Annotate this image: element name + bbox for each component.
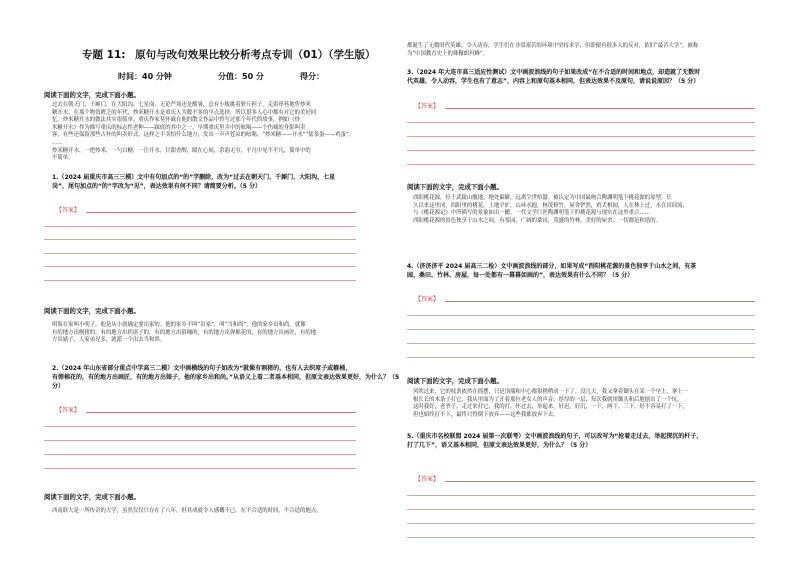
passage-line: 与《桃花源记》中所描写的景象如出一辙，一代文学巨匠陶渊明笔下的桃花源与现实在这里重合…… [413, 210, 651, 217]
answer-line[interactable] [44, 454, 356, 455]
answer-line[interactable] [445, 301, 755, 302]
answer-tag: 【答案】 [415, 296, 440, 303]
passage-line: 不简单。 [52, 155, 74, 162]
answer-tag: 【答案】 [415, 103, 440, 110]
passage-line: …… [52, 139, 63, 146]
question-line: 岗”，尾句加点的“的”字改为“见”，表达效果有何不同？请简要分析。（5 分） [52, 183, 261, 190]
question-5 [407, 432, 702, 450]
answer-line[interactable] [407, 164, 755, 165]
passage-3 [52, 508, 322, 516]
question-1 [52, 173, 335, 191]
answer-line[interactable] [44, 440, 356, 441]
question-line: 打了几下”，语义基本相同，但原文表达效果更好，为什么？（5 分） [407, 442, 592, 449]
answer-line[interactable] [407, 136, 755, 137]
page-title [82, 47, 376, 62]
answer-line[interactable] [407, 537, 755, 538]
passage-4 [413, 195, 688, 225]
passage-line: 久以来这里闭，酉阳里的桃花，土地平旷，山环水抱，林茂修竹，屋舍俨然，鸡犬相闻，人在林上过，水在田间流， [413, 202, 688, 209]
passage-line: 有的地方出劁猪的，有的地方出织席子的，有的地方出箍桶的，有的地方出弹棉花的，有的地方出画匠，有的地 [52, 329, 317, 336]
answer-line[interactable] [407, 495, 755, 496]
question-line: 5.（重庆市名校联盟 2024 届第一次联考）文中画波浪线的句子，可以改写为“抢着走过去，举起探沉的杆子， [407, 433, 703, 440]
question-line: 有弹棉花的，有的地方出画匠，有的地方出婊子，他的家乡出和尚。”从语义上看二者基本相同，但原文表达效果更好，为什么？（5 [52, 374, 400, 381]
answer-line[interactable] [44, 280, 356, 281]
passage-line: 西阳桃花源的景色独享于山水之间，有茶园，广阔的桑田，茂盛的竹林，美好的屋舍，一切都是和谐的。 [413, 217, 661, 224]
question-line: 代英雄，令人动容，学生也有了意志”，内容上和原句基本相同，但表达效果不及原句，请说说原因？（5 分） [407, 78, 700, 85]
answer-line[interactable] [407, 343, 755, 344]
answer-tag: 【答案】 [56, 207, 81, 214]
passage-line: 忆。炒米糖开水的做法其实很简单。重庆作家莫怀戚在他的散文作品中曾写过那个年代的故事，例如《炒 [52, 117, 300, 124]
section-heading-5: 阅读下面的文字，完成下面小题。 [407, 377, 503, 385]
answer-tag: 【答案】 [56, 407, 81, 414]
passage-5 [413, 389, 688, 419]
passage-line: 方出婊子，人家弟兄多，就派一个出去当和尚。 [52, 337, 166, 344]
question-4 [407, 262, 696, 280]
right-page [397, 0, 794, 561]
section-heading-2: 阅读下面的文字，完成下面小题。 [44, 307, 140, 315]
answer-line[interactable] [407, 357, 755, 358]
section-heading-4: 阅读下面的文字，完成下面小题。 [407, 183, 503, 191]
time-label: 时间：40 分钟 [118, 72, 172, 81]
section-heading-1: 阅读下面的文字，完成下面小题。 [44, 91, 140, 99]
passage-line: 过去在朝天门、千厮门，在大阳沟、七星岗，无论严寒还是酷暑，总有小贩挑着箩斤担子，走街串巷地售炒米 [52, 102, 311, 108]
answer-line[interactable] [44, 266, 356, 267]
passage-line: 都诞生了无数时代英雄，令人动容。学生们在非常艰苦的环境中坚持求学，但即便有很多人的反对，依旧“最苦大学”，被称 [407, 43, 699, 49]
passage-line: 明海在家叫小明子。他是从小就确定要出家的。他的家乡不叫“出家”，叫“当和尚”。他的家乡出和尚。就像 [52, 322, 306, 328]
question-3 [407, 68, 700, 86]
answer-line[interactable] [44, 253, 356, 254]
passage-3-continued [407, 43, 698, 58]
answer-line[interactable] [407, 122, 755, 123]
earned-label: 得分： [300, 72, 324, 81]
answer-line[interactable] [44, 239, 356, 240]
answer-line[interactable] [407, 315, 755, 316]
question-2 [52, 364, 399, 391]
score-label: 分值：50 分 [218, 72, 264, 81]
passage-line: 根长长的木条子打它，我从里面为了开着那位老女人的声音，厚厚的一层，每次我就用锄头和后地刨出了一个坑， [413, 396, 683, 403]
passage-line: 米糖开水》作为描写重庆的标志性老种——踩底的其中之一。早期重庆里弄中的吆喝——个伤痛的身影叫卖 [52, 124, 306, 131]
answer-line[interactable] [44, 468, 356, 469]
passage-line: 这时我好，老爷子，走过来打它，我的打，怀过去，举起来，好迟，好沉，一下，两下，三下，好不容易打了一下， [413, 404, 688, 411]
passage-line: 西南联大是一所传奇的大学，虽然仅仅只存在了八年，但其成就令人感慨不已。在不合适的时间，不合适的地点， [52, 508, 322, 514]
question-line: 4.（济济济平 2024 届高三二检）文中画波浪线的部分，如果写成“酉阳桃花源的景色独享于山水之间，有茶 [407, 263, 697, 270]
answer-line[interactable] [86, 212, 356, 213]
passage-line: 炒米糖开水，一把炒米，一勺白糖，一注开水，甘甜香醇，暖在心间，余韵无穷，平凡中见不平凡，简单中的 [52, 147, 311, 154]
answer-line[interactable] [44, 426, 356, 427]
question-line: 1.（2024 届重庆市高三三模）文中有句加点的“的”字删除，改为“过去在朝天门、千厮门、大阳沟、七星 [52, 174, 336, 181]
passage-1 [52, 102, 354, 163]
question-line: 分） [52, 383, 65, 390]
answer-tag: 【答案】 [415, 476, 440, 483]
passage-2 [52, 322, 316, 345]
answer-line[interactable] [407, 523, 755, 524]
title-text: 原句与改句效果比较分析考点专训（01）（学生版） [135, 49, 376, 61]
question-line: 3.（2024 年大连市高三适应性测试）文中画波浪线的句子如果改成“在不合适的时间和地点，却造就了无数时 [407, 69, 701, 76]
answer-line[interactable] [407, 509, 755, 510]
answer-line[interactable] [445, 481, 755, 482]
series-label: 专题 11: [82, 49, 126, 61]
question-line: 园、桑田、竹林、房屋，每一处都有一幕幕如画的”，表达效果有什么不同？（5 分） [407, 272, 634, 279]
answer-line[interactable] [44, 226, 356, 227]
passage-line: 客，有些还保留那些古朴的叫卖形式。这样之不卖怕什么地方，发出一声声苍凉的吆喝，“炒米糖——开水”“盐茶蛋——鸡蛋”。 [52, 132, 355, 139]
passage-line: 为“中国教育史上的珠穆朗玛峰”。 [407, 50, 488, 57]
answer-line[interactable] [407, 150, 755, 151]
passage-line: 但也始终打不下，最终只得倒下放弃——这些我都放弃下去。 [413, 411, 559, 418]
answer-line[interactable] [86, 412, 356, 413]
answer-line[interactable] [407, 329, 755, 330]
passage-line: 酉阳桃花源，位于武陵山腹地，地处偏僻，远离尘世喧嚣。被认定为中国最吻合陶渊明笔下桃花源的原型。长 [413, 195, 672, 201]
answer-line[interactable] [445, 108, 755, 109]
passage-line: 糖开水。在那个物资匮乏的年代，炒米糖开水是重庆人为数不多的早点选择，所以很多人心中都有对它的美好回 [52, 109, 317, 116]
passage-line: 风吹过来，它的枝条依然在摇摆，只是顶端和中心都很稍稍动一下了。没几天，我又拿着锄头在某一个早上，拿上一 [413, 389, 688, 395]
question-line: 2.（2024 年山东省部分重点中学高三二模）文中画横线的句子如改为“就像有割猪的，也有人去织席子或箍桶， [52, 365, 352, 372]
section-heading-3: 阅读下面的文字，完成下面小题。 [44, 493, 140, 501]
